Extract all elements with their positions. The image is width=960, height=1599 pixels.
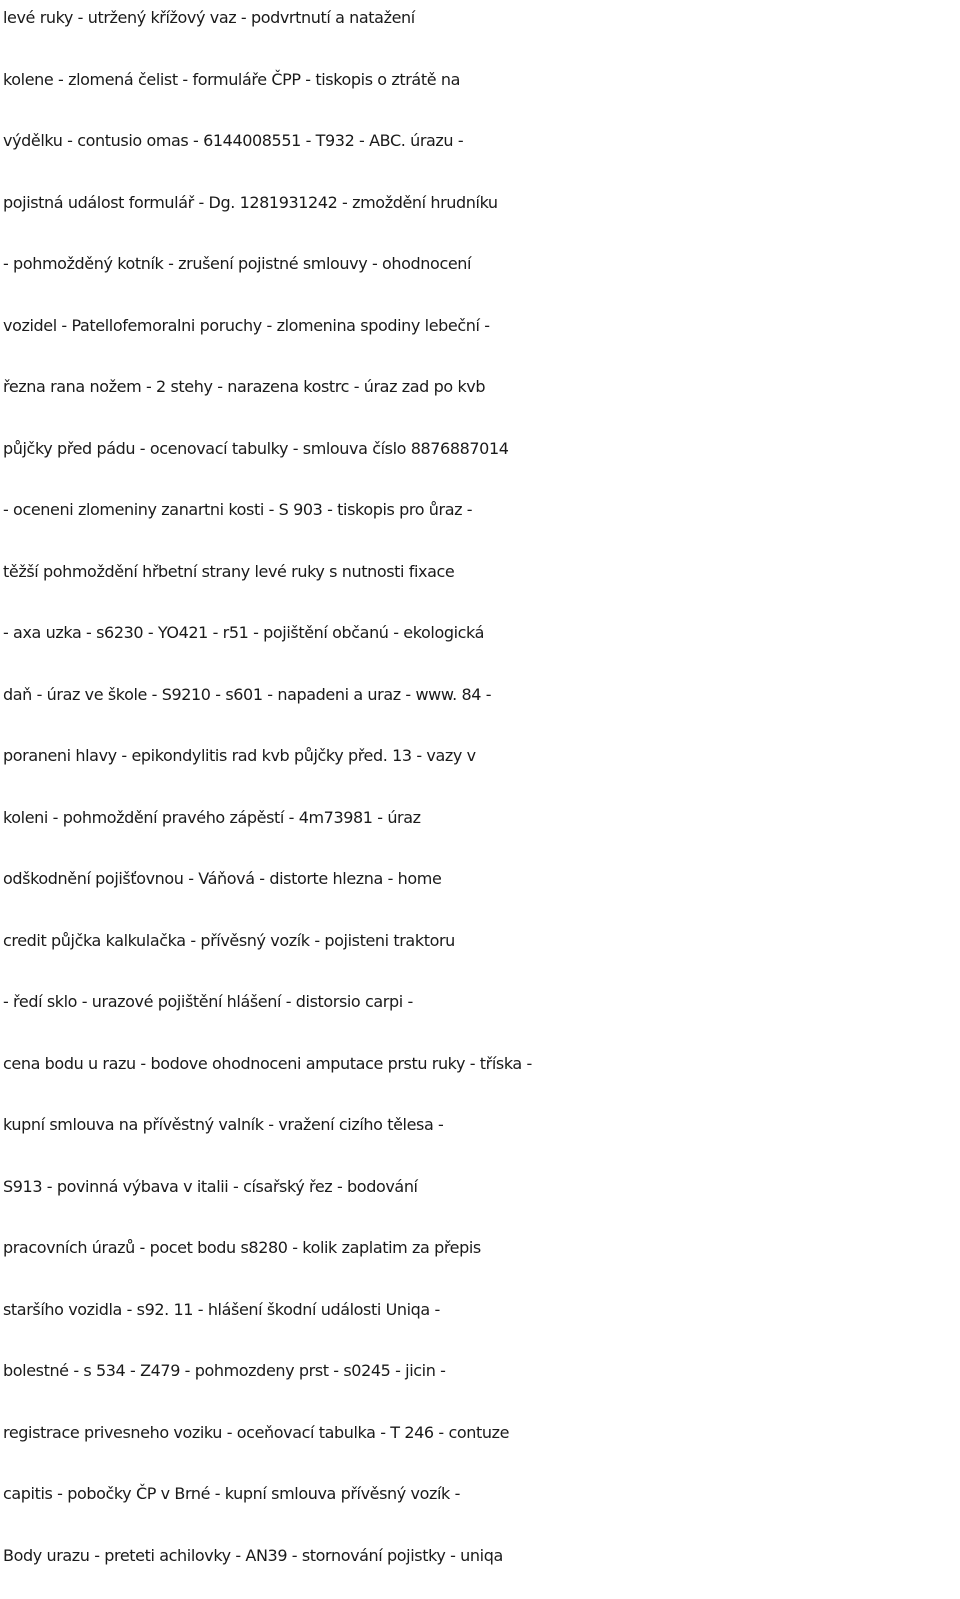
text-line: cena bodu u razu - bodove ohodnoceni amputace prstu ruky - tříska - <box>3 1053 532 1073</box>
text-line: staršího vozidla - s92. 11 - hlášení škodní události Uniqa - <box>3 1299 440 1319</box>
text-line: těžší pohmoždění hřbetní strany levé ruky s nutnosti fixace <box>3 561 455 581</box>
text-line: řezna rana nožem - 2 stehy - narazena kostrc - úraz zad po kvb <box>3 377 486 396</box>
text-line: pojistná událost formulář - Dg. 1281931242 - zmoždění hrudníku <box>3 192 498 212</box>
text-line: - oceneni zlomeniny zanartni kosti - S 903 - tiskopis pro ůraz - <box>3 500 473 519</box>
text-line: S913 - povinná výbava v italii - císařský řez - bodování <box>3 1176 418 1196</box>
text-line: - ředí sklo - urazové pojištění hlášení - distorsio carpi - <box>3 992 413 1011</box>
body-text <box>3 0 958 1599</box>
text-line: capitis - pobočky ČP v Brné - kupní smlouva přívěsný vozík - <box>3 1484 460 1503</box>
text-line: pracovních úrazů - pocet bodu s8280 - kolik zaplatim za přepis <box>3 1238 481 1257</box>
text-line: poraneni hlavy - epikondylitis rad kvb půjčky před. 13 - vazy v <box>3 746 476 765</box>
text-line: bolestné - s 534 - Z479 - pohmozdeny prst - s0245 - jicin - <box>3 1361 446 1380</box>
text-line: registrace privesneho voziku - oceňovací tabulka - T 246 - contuze <box>3 1422 510 1442</box>
text-line: Body urazu - preteti achilovky - AN39 - stornování pojistky - uniqa <box>3 1545 503 1565</box>
text-line: credit půjčka kalkulačka - přívěsný vozík - pojisteni traktoru <box>3 930 455 950</box>
text-line: - axa uzka - s6230 - YO421 - r51 - pojištění občanú - ekologická <box>3 623 485 642</box>
text-line: koleni - pohmoždění pravého zápěstí - 4m73981 - úraz <box>3 807 421 827</box>
text-line: levé ruky - utržený křížový vaz - podvrtnutí a natažení <box>3 8 415 27</box>
text-line: daň - úraz ve škole - S9210 - s601 - napadeni a uraz - www. 84 - <box>3 684 492 704</box>
text-line: - pohmožděný kotník - zrušení pojistné smlouvy - ohodnocení <box>3 254 472 273</box>
text-line: vozidel - Patellofemoralni poruchy - zlomenina spodiny lebeční - <box>3 315 490 335</box>
text-line: kolene - zlomená čelist - formuláře ČPP - tiskopis o ztrátě na <box>3 69 460 89</box>
text-line: odškodnění pojišťovnou - Váňová - distorte hlezna - home <box>3 869 442 888</box>
text-line: půjčky před pádu - ocenovací tabulky - smlouva číslo 8876887014 <box>3 438 509 458</box>
text-line: výdělku - contusio omas - 6144008551 - T932 - ABC. úrazu - <box>3 131 464 150</box>
text-line: kupní smlouva na přívěstný valník - vražení cizího tělesa - <box>3 1115 444 1134</box>
